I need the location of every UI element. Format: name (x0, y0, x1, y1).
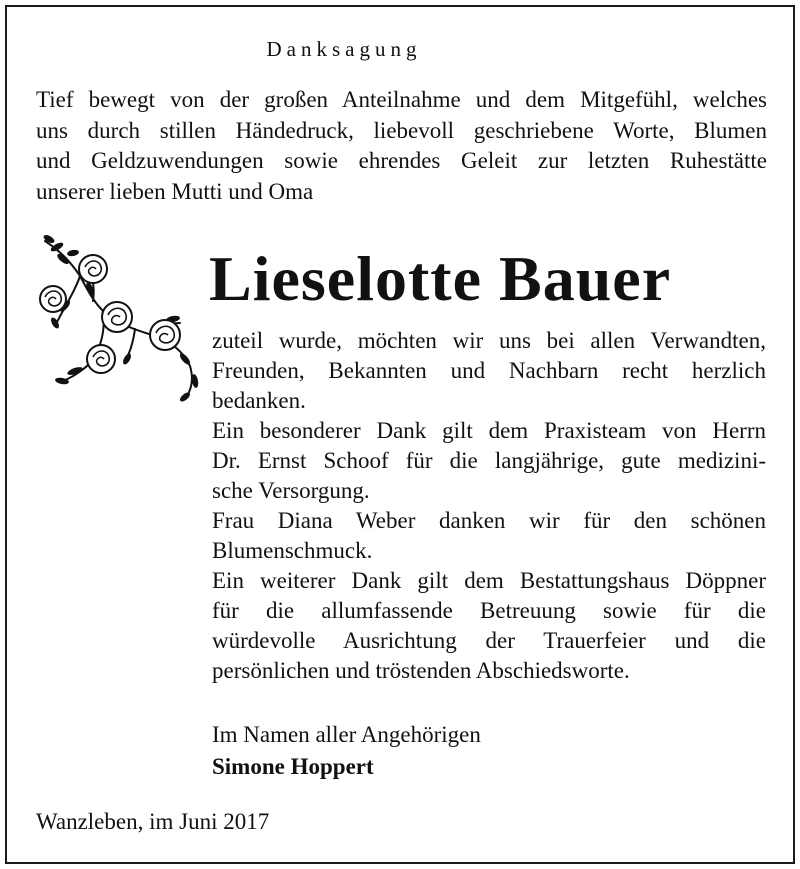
body-line: Dr. Ernst Schoof für die langjährige, gute medizini- (212, 448, 766, 473)
signer-name: Simone Hoppert (212, 754, 374, 779)
intro-paragraph (36, 85, 767, 207)
intro-line: und Geldzuwendungen sowie ehrendes Geleit zur letzten Ruhestätte (36, 148, 767, 173)
notice-heading: Danksagung (266, 37, 422, 61)
body-line: Blumenschmuck. (212, 538, 373, 563)
body-line: für die allumfassende Betreuung sowie für die (212, 598, 766, 623)
body-line: Ein besonderer Dank gilt dem Praxisteam von Herrn (212, 418, 766, 443)
body-line: sche Versorgung. (212, 478, 370, 503)
intro-line: unserer lieben Mutti und Oma (36, 178, 314, 204)
body-line: zuteil wurde, möchten wir uns bei allen Verwandten, (212, 328, 766, 353)
obituary-notice (5, 5, 795, 864)
intro-line: uns durch stillen Händedruck, liebevoll geschriebene Worte, Blumen (36, 117, 767, 143)
body-line: Freunden, Bekannten und Nachbarn recht herzlich (212, 358, 766, 383)
signature-block (212, 719, 481, 783)
intro-line: Tief bewegt von der großen Anteilnahme und dem Mitgefühl, welches (36, 87, 767, 112)
body-line: würdevolle Ausrichtung der Trauerfeier und die (212, 628, 766, 653)
body-line: persönlichen und tröstenden Abschiedsworte. (212, 658, 630, 683)
place-date: Wanzleben, im Juni 2017 (36, 809, 270, 834)
closing-phrase: Im Namen aller Angehörigen (212, 722, 481, 747)
thanks-paragraph (212, 326, 766, 686)
roses-branch-icon (35, 231, 205, 403)
body-line: Ein weiterer Dank gilt dem Bestattungshaus Döppner (212, 568, 766, 593)
body-line: bedanken. (212, 388, 306, 413)
body-line: Frau Diana Weber danken wir für den schönen (212, 508, 766, 533)
deceased-name: Lieselotte Bauer (209, 243, 672, 314)
